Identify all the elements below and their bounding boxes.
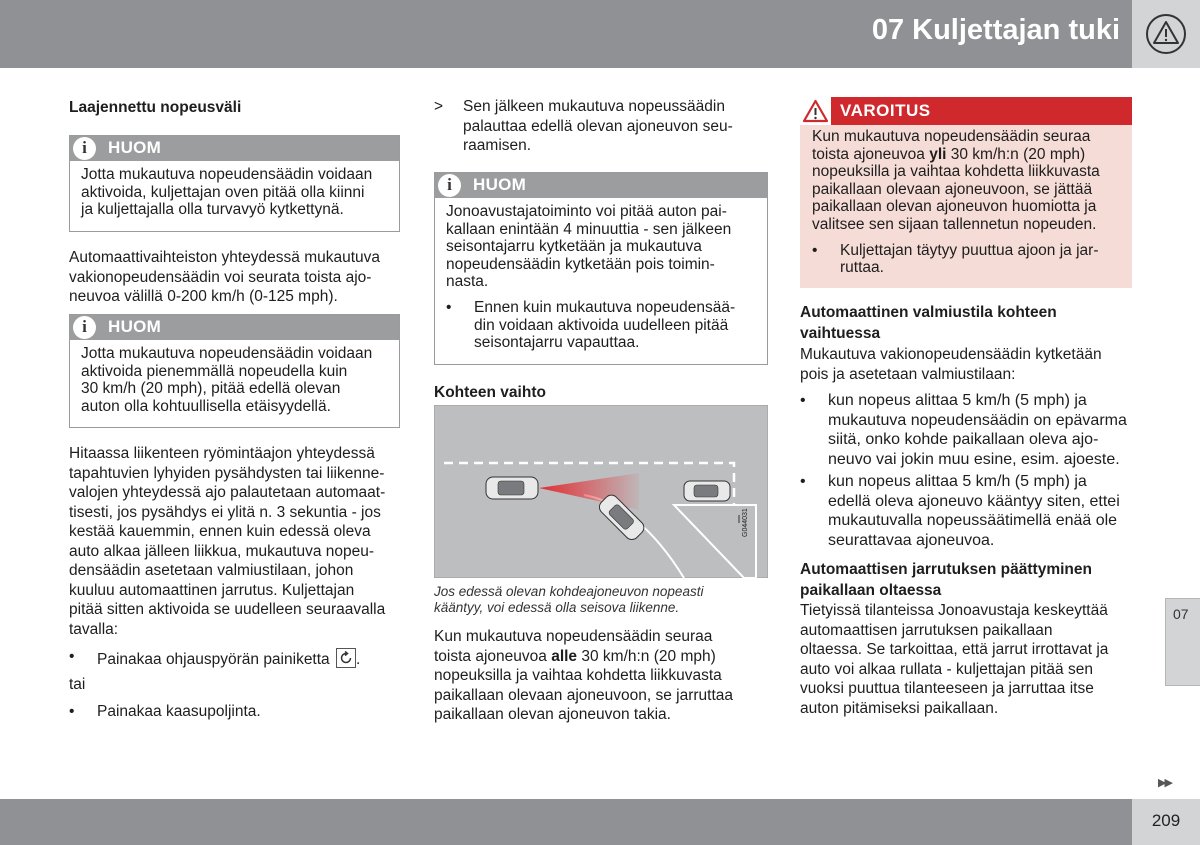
section-heading xyxy=(800,302,1132,344)
step-marker: > xyxy=(434,98,444,115)
section-heading: Laajennettu nopeusväli xyxy=(69,99,242,116)
note-text xyxy=(70,161,399,225)
note-header xyxy=(435,173,767,198)
text-line: palauttaa edellä olevan ajoneuvon seu- xyxy=(463,117,733,135)
page-number: 209 xyxy=(1151,811,1181,830)
text-line: automaattisen jarrutuksen paikallaan xyxy=(800,621,1053,639)
or-text: tai xyxy=(69,676,86,693)
text-line: neuvoa välillä 0-200 km/h (0-125 mph). xyxy=(69,288,338,305)
text-line: kestää kauemmin, ennen kuin edessä oleva xyxy=(69,523,371,540)
warning-header xyxy=(800,97,1132,125)
text-line: auto alkaa jälleen liikkua, mukautuva nopeu- xyxy=(69,542,375,560)
note-line: Jotta mukautuva nopeudensäädin voidaan xyxy=(81,166,373,183)
paragraph xyxy=(800,601,1132,718)
list-item-text: Painakaa kaasupoljinta. xyxy=(97,703,261,720)
text-line: tavalla: xyxy=(69,620,119,638)
text-line: Kun mukautuva nopeudensäädin seuraa xyxy=(434,628,713,645)
note-text xyxy=(435,198,767,358)
note-line: seisontajarru kytketään ja mukautuva xyxy=(446,238,702,256)
note-line: 30 km/h (20 mph), pitää edellä olevan xyxy=(81,380,341,398)
text-span: 30 km/h:n (20 mph) xyxy=(946,145,1086,163)
note-line: ja kuljettajalla olla turvavyö kytkettynä. xyxy=(81,201,344,219)
note-header xyxy=(70,315,399,340)
note-line: Jonoavustajatoiminto voi pitää auton pai- xyxy=(446,203,727,220)
warning-text xyxy=(800,125,1132,277)
text-line: Tietyissä tilanteissa Jonoavustaja keskeyttää xyxy=(800,602,1108,619)
emphasis-text: alle xyxy=(551,647,578,665)
heading-line: paikallaan oltaessa xyxy=(800,582,942,599)
list-item-text: Painakaa ohjauspyörän painiketta xyxy=(97,651,330,668)
note-line: Jotta mukautuva nopeudensäädin voidaan xyxy=(81,345,373,362)
list-item-text: mukautuvalla nopeussäätimellä enää ole xyxy=(828,512,1118,529)
warning-box xyxy=(800,97,1132,288)
warning-line: Kun mukautuva nopeudensäädin seuraa xyxy=(812,128,1091,145)
text-line: tisesti, jos pysähdys ei ylitä n. 3 sekuntia - jos xyxy=(69,503,381,521)
note-header xyxy=(70,136,399,161)
list-item xyxy=(446,299,757,352)
bullet-icon: • xyxy=(800,392,806,409)
warning-line: valitsee sen sijaan tallennetun nopeuden. xyxy=(812,215,1097,233)
bullet-icon: • xyxy=(69,648,75,665)
chapter-title: 07 Kuljettajan tuki xyxy=(871,14,1120,46)
heading-line: Automaattisen jarrutuksen päättyminen xyxy=(800,561,1092,578)
bullet-icon: • xyxy=(812,241,818,259)
bullet-icon: • xyxy=(69,703,75,720)
info-icon xyxy=(73,316,96,339)
warning-label: VAROITUS xyxy=(840,101,931,120)
list-item xyxy=(812,242,1122,277)
text-line: densäädin asetetaan valmiustilaan, johon xyxy=(69,562,354,579)
text-line: auton pitämiseksi paikallaan. xyxy=(800,699,999,717)
warning-icon xyxy=(800,97,831,125)
list-item xyxy=(69,648,400,669)
text-line: pitää sitten aktivoida se uudelleen seuraavalla xyxy=(69,601,386,618)
info-icon xyxy=(438,174,461,197)
info-icon xyxy=(73,137,96,160)
warning-triangle-icon xyxy=(1145,13,1187,55)
list-item-text: seurattavaa ajoneuvoa. xyxy=(828,531,995,549)
paragraph xyxy=(434,627,768,725)
text-line: 30 km/h:n (20 mph) xyxy=(577,647,716,665)
text-line: auto voi alkaa rullata - kuljettajan pitää sen xyxy=(800,660,1093,678)
list-item-text: Kuljettajan täytyy puuttua ajoon ja jar- xyxy=(840,241,1099,259)
warning-line: nopeuksilla ja vaihtaa kohdetta liikkuvasta xyxy=(812,163,1100,181)
list-item-text: neuvo vai jokin muu esine, esim. ajoeste. xyxy=(828,450,1120,468)
text-line: toista ajoneuvoa xyxy=(434,647,552,665)
list-item-text: mukautuva nopeudensäädin on epävarma xyxy=(828,411,1127,429)
own-car-icon xyxy=(486,477,538,499)
note-label: HUOM xyxy=(108,138,162,157)
warning-line: paikallaan olevaan ajoneuvoon, se jättää xyxy=(812,180,1093,198)
list-item-text: Ennen kuin mukautuva nopeudensää- xyxy=(474,298,736,316)
paragraph xyxy=(800,345,1132,384)
caption-line: kääntyy, voi edessä olla seisova liikenne. xyxy=(434,600,680,615)
figure-code: G044031 xyxy=(742,508,749,537)
caption-line: Jos edessä olevan kohdeajoneuvon nopeasti xyxy=(434,584,704,599)
list-item-text: din voidaan aktivoida uudelleen pitää xyxy=(474,316,729,334)
paragraph xyxy=(69,444,400,639)
text-line: vakionopeudensäädin voi seurata toista ajo- xyxy=(69,268,372,286)
note-line: aktivoida, kuljettajan oven pitää olla kiinni xyxy=(81,183,365,201)
figure-caption xyxy=(434,584,768,616)
heading-line: Automaattinen valmiustila kohteen xyxy=(800,304,1057,321)
chapter-header xyxy=(0,0,1132,68)
text-line: nopeuksilla ja vaihtaa kohdetta liikkuvasta xyxy=(434,667,722,684)
note-line: auton olla kohtuullisella etäisyydellä. xyxy=(81,397,331,415)
note-text xyxy=(70,340,399,421)
note-line: nasta. xyxy=(446,273,489,291)
target-change-diagram xyxy=(434,405,768,578)
text-line: Sen jälkeen mukautuva nopeussäädin xyxy=(463,98,725,115)
text-line: paikallaan olevan ajoneuvon takia. xyxy=(434,706,671,723)
list-item-text: kun nopeus alittaa 5 km/h (5 mph) ja xyxy=(828,473,1087,490)
resume-button-icon xyxy=(336,648,356,668)
note-line: aktivoida pienemmällä nopeudella kuin xyxy=(81,362,348,380)
text-line: raamisen. xyxy=(463,137,532,154)
double-chevron-right-icon[interactable]: ▶▶ xyxy=(1158,777,1171,789)
warning-line xyxy=(812,146,1122,164)
page-footer xyxy=(0,799,1132,845)
text-line: Mukautuva vakionopeudensäädin kytketään xyxy=(800,346,1102,363)
list-item-text: kun nopeus alittaa 5 km/h (5 mph) ja xyxy=(828,392,1087,409)
text-span: toista ajoneuvoa xyxy=(812,145,930,163)
chapter-side-tab[interactable] xyxy=(1165,598,1200,686)
page-number-box xyxy=(1132,799,1200,845)
list-item-text: seisontajarru vapauttaa. xyxy=(474,334,640,352)
text-line: tapahtuvien lyhyiden pysähdysten tai liikenne- xyxy=(69,464,385,482)
section-heading xyxy=(800,559,1132,601)
side-tab-label: 07 xyxy=(1173,606,1189,622)
list-item-text: ruttaa. xyxy=(840,259,884,277)
note-box xyxy=(69,314,400,428)
text-line: pois ja asetetaan valmiustilaan: xyxy=(800,365,1016,383)
step-item xyxy=(434,97,768,156)
heading-line: vaihtuessa xyxy=(800,325,881,342)
text-line: Hitaassa liikenteen ryömintäajon yhteydessä xyxy=(69,445,375,462)
text-line: vuoksi puuttua tilanteeseen ja jarruttaa itse xyxy=(800,680,1094,697)
section-heading: Kohteen vaihto xyxy=(434,384,546,401)
list-item-text: siitä, onko kohde paikallaan oleva ajo- xyxy=(828,431,1099,448)
text-line: kuuluu automaattinen jarrutus. Kuljettajan xyxy=(69,581,355,599)
text-line: oltaessa. Se tarkoittaa, että jarrut irrottavat ja xyxy=(800,641,1109,658)
text-line: Automaattivaihteiston yhteydessä mukautuva xyxy=(69,249,381,266)
note-box xyxy=(434,172,768,365)
warning-line: paikallaan olevan ajoneuvon huomiotta ja xyxy=(812,198,1097,216)
list-item-text: . xyxy=(355,651,361,668)
chapter-icon-box xyxy=(1132,0,1200,68)
list-item xyxy=(800,391,1132,469)
text-line: valojen yhteydessä ajo palautetaan automaat- xyxy=(69,484,386,501)
bullet-icon: • xyxy=(446,298,452,316)
list-item xyxy=(800,472,1132,550)
note-line: nopeudensäädin kytketään pois toimin- xyxy=(446,255,715,273)
emphasis-text: yli xyxy=(929,145,947,163)
list-item-text: edellä oleva ajoneuvo kääntyy siten, ettei xyxy=(828,492,1120,510)
note-label: HUOM xyxy=(473,175,527,194)
bullet-icon: • xyxy=(800,473,806,490)
list-item xyxy=(69,703,400,721)
text-line: paikallaan olevaan ajoneuvoon, se jarruttaa xyxy=(434,686,734,704)
stationary-car-icon xyxy=(684,481,730,501)
paragraph xyxy=(69,248,400,307)
note-label: HUOM xyxy=(108,317,162,336)
note-box xyxy=(69,135,400,232)
note-line: kallaan enintään 4 minuuttia - sen jälkeen xyxy=(446,220,732,238)
